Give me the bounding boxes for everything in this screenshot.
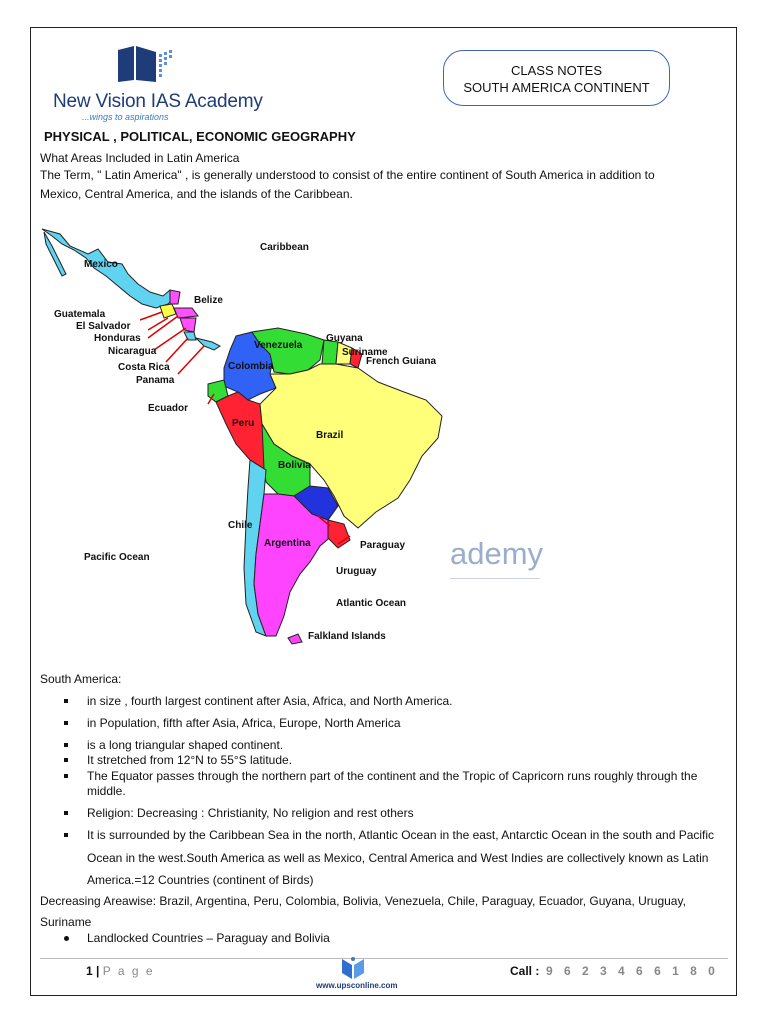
list-item: Religion: Decreasing : Christianity, No religion and rest others: [87, 806, 747, 821]
class-notes-box: [443, 50, 670, 106]
intro-definition-line1: The Term, " Latin America" , is generally understood to consist of the entire continent of South America in addition to: [40, 168, 655, 182]
landlocked-item: Landlocked Countries – Paraguay and Bolivia: [87, 929, 330, 948]
watermark-underline: [450, 578, 540, 579]
label-suriname: Suriname: [342, 347, 388, 358]
label-uruguay: Uruguay: [336, 566, 377, 577]
map-costa-rica: [184, 332, 196, 340]
latin-america-map: [38, 224, 548, 656]
label-chile: Chile: [228, 520, 253, 531]
label-ecuador: Ecuador: [148, 403, 189, 414]
bullet-icon: [64, 936, 69, 941]
label-guatemala: Guatemala: [54, 309, 106, 320]
footer-divider: [40, 958, 728, 959]
label-bolivia: Bolivia: [278, 460, 311, 471]
intro-question: What Areas Included in Latin America: [40, 151, 240, 165]
label-french-guiana: French Guiana: [366, 356, 437, 367]
bullet-icon: [64, 774, 68, 778]
label-guyana: Guyana: [326, 333, 363, 344]
list-item: is a long triangular shaped continent.: [87, 738, 747, 753]
page-number: 1 | P a g e: [86, 964, 155, 978]
list-item: in size , fourth largest continent after Asia, Africa, and North America.: [87, 694, 747, 709]
bullet-icon: [64, 699, 68, 703]
intro-definition-line2: Mexico, Central America, and the islands of the Caribbean.: [40, 187, 353, 201]
list-item: in Population, fifth after Asia, Africa, Europe, North America: [87, 716, 747, 731]
upsc-online-logo: [338, 955, 368, 981]
label-mexico: Mexico: [84, 259, 118, 270]
list-item: It is surrounded by the Caribbean Sea in the north, Atlantic Ocean in the east, Antarctic Ocean in the south and Pacific: [87, 828, 747, 843]
label-brazil: Brazil: [316, 430, 344, 441]
academy-tagline: ...wings to aspirations: [82, 112, 169, 122]
label-atlantic: Atlantic Ocean: [336, 598, 407, 609]
list-item-continuation: middle.: [87, 784, 126, 798]
section-heading: PHYSICAL , POLITICAL, ECONOMIC GEOGRAPHY: [44, 129, 356, 144]
map-panama: [196, 338, 220, 350]
watermark: ademy: [450, 536, 544, 571]
areawise-line2: Suriname: [40, 915, 92, 929]
label-peru: Peru: [232, 418, 255, 429]
list-item: It stretched from 12°N to 55°S latitude.: [87, 753, 747, 768]
map-falklands: [288, 634, 302, 644]
areawise-line1: Decreasing Areawise: Brazil, Argentina, Peru, Colombia, Bolivia, Venezuela, Chile, Paraguay, Ecuador, Guyana, Uruguay,: [40, 894, 686, 908]
academy-name: New Vision IAS Academy: [53, 91, 263, 112]
label-paraguay: Paraguay: [360, 540, 406, 551]
bullet-icon: [64, 758, 68, 762]
label-belize: Belize: [194, 295, 223, 306]
label-falkland: Falkland Islands: [308, 631, 386, 642]
label-costa-rica: Costa Rica: [118, 362, 170, 373]
class-notes-topic: SOUTH AMERICA CONTINENT: [463, 80, 650, 95]
list-item: The Equator passes through the northern part of the continent and the Tropic of Capricorn runs roughly through the: [87, 769, 747, 784]
south-america-title: South America:: [40, 672, 122, 686]
bullet-icon: [64, 811, 68, 815]
label-colombia: Colombia: [228, 361, 274, 372]
label-honduras: Honduras: [94, 333, 141, 344]
bullet-icon: [64, 743, 68, 747]
label-caribbean: Caribbean: [260, 242, 309, 253]
label-venezuela: Venezuela: [254, 340, 303, 351]
label-panama: Panama: [136, 375, 175, 386]
label-pacific: Pacific Ocean: [84, 552, 150, 563]
list-item-continuation: America.=12 Countries (continent of Birds): [87, 873, 314, 887]
call-contact: Call : 9 6 2 3 4 6 6 1 8 0: [510, 964, 719, 978]
class-notes-label: CLASS NOTES: [510, 63, 603, 78]
map-guatemala: [160, 304, 176, 318]
map-belize: [170, 290, 180, 304]
label-nicaragua: Nicaragua: [108, 346, 157, 357]
list-item-continuation: Ocean in the west.South America as well as Mexico, Central America and West Indies are collectively known as Latin: [87, 851, 709, 865]
bullet-icon: [64, 721, 68, 725]
label-argentina: Argentina: [264, 538, 311, 549]
label-el-salvador: El Salvador: [76, 321, 131, 332]
bullet-icon: [64, 833, 68, 837]
footer-url[interactable]: www.upsconline.com: [316, 981, 398, 990]
